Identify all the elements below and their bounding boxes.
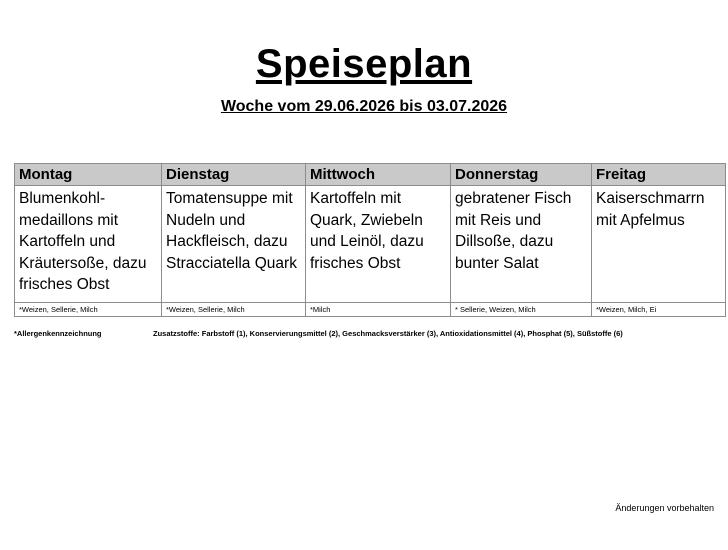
- meal-friday: Kaiserschmarrn mit Apfelmus: [592, 186, 726, 303]
- allergens-monday: *Weizen, Sellerie, Milch: [15, 303, 162, 317]
- day-header-thursday: Donnerstag: [451, 164, 592, 186]
- allergens-thursday: * Sellerie, Weizen, Milch: [451, 303, 592, 317]
- allergens-tuesday: *Weizen, Sellerie, Milch: [162, 303, 306, 317]
- allergen-row: [15, 303, 726, 317]
- day-header-wednesday: Mittwoch: [306, 164, 451, 186]
- meal-tuesday: Tomatensuppe mit Nudeln und Hackfleisch, dazu Stracciatella Quark: [162, 186, 306, 303]
- allergen-footnote: *Allergenkennzeichnung: [14, 329, 102, 338]
- page-title: Speiseplan: [255, 42, 473, 86]
- meal-row: [15, 186, 726, 303]
- header-row: [15, 164, 726, 186]
- week-subtitle: Woche vom 29.06.2026 bis 03.07.2026: [220, 98, 508, 115]
- meal-thursday: gebratener Fisch mit Reis und Dillsoße, dazu bunter Salat: [451, 186, 592, 303]
- day-header-friday: Freitag: [592, 164, 726, 186]
- allergens-friday: *Weizen, Milch, Ei: [592, 303, 726, 317]
- meal-wednesday: Kartoffeln mit Quark, Zwiebeln und Leinöl, dazu frisches Obst: [306, 186, 451, 303]
- meal-monday: Blumenkohl-medaillons mit Kartoffeln und Kräutersoße, dazu frisches Obst: [15, 186, 162, 303]
- changes-disclaimer: Änderungen vorbehalten: [615, 503, 714, 513]
- day-header-monday: Montag: [15, 164, 162, 186]
- day-header-tuesday: Dienstag: [162, 164, 306, 186]
- allergens-wednesday: *Milch: [306, 303, 451, 317]
- additives-footnote: Zusatzstoffe: Farbstoff (1), Konservierungsmittel (2), Geschmacksverstärker (3), Antioxidationsmittel (4), Phosphat (5), Süßstoffe (6): [153, 329, 623, 338]
- menu-table: [14, 163, 726, 317]
